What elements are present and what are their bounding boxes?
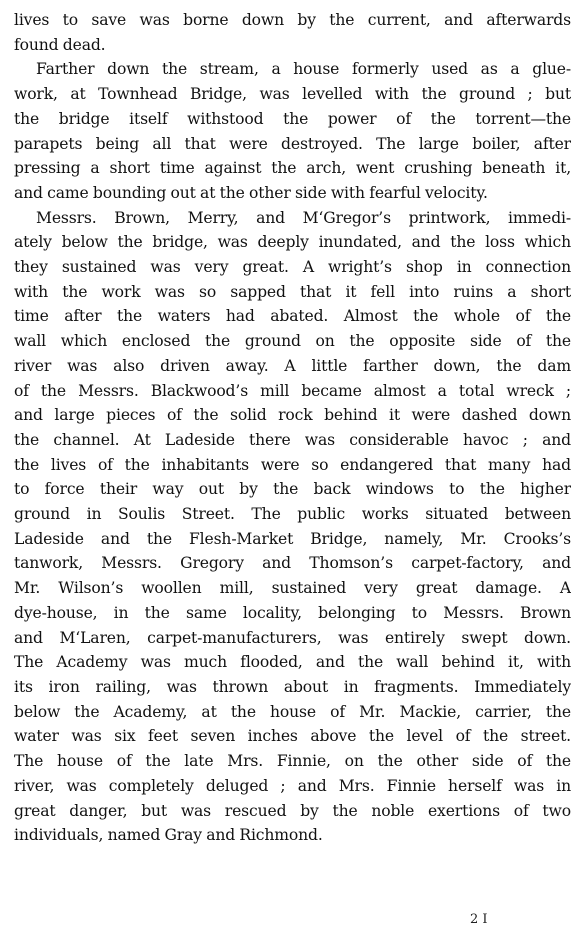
text-line: the bridge itself withstood the power of the torrent—the — [14, 109, 571, 128]
text-line: and large pieces of the solid rock behind it were dashed down — [14, 406, 571, 425]
text-line: time after the waters had abated. Almost the whole of the — [14, 307, 571, 326]
text-line: wall which enclosed the ground on the opposite side of the — [14, 332, 571, 351]
text-line: they sustained was very great. A wright’s shop in connection — [14, 258, 571, 277]
text-line: and came bounding out at the other side with fearful velocity. — [14, 183, 488, 202]
text-line: parapets being all that were destroyed. The large boiler, after — [14, 134, 571, 153]
text-line: of the Messrs. Blackwood’s mill became almost a total wreck ; — [14, 381, 571, 400]
text-line: tanwork, Messrs. Gregory and Thomson’s carpet-factory, and — [14, 554, 571, 573]
text-line: its iron railing, was thrown about in fragments. Immediately — [14, 677, 571, 696]
text-line: pressing a short time against the arch, went crushing beneath it, — [14, 159, 571, 178]
text-line: work, at Townhead Bridge, was levelled with the ground ; but — [14, 85, 571, 104]
text-line: found dead. — [14, 35, 106, 54]
text-line: Farther down the stream, a house formerly used as a glue- — [36, 60, 571, 79]
text-line: the channel. At Ladeside there was considerable havoc ; and — [14, 430, 571, 449]
text-line: the lives of the inhabitants were so endangered that many had — [14, 455, 571, 474]
text-line: Messrs. Brown, Merry, and M‘Gregor’s printwork, immedi- — [36, 208, 571, 227]
text-line: dye-house, in the same locality, belonging to Messrs. Brown — [14, 603, 571, 622]
text-line: and M‘Laren, carpet-manufacturers, was entirely swept down. — [14, 628, 571, 647]
text-line: with the work was so sapped that it fell into ruins a short — [14, 282, 571, 301]
paragraph-p0 — [14, 8, 571, 57]
text-line: to force their way out by the back windows to the higher — [14, 480, 571, 499]
text-line: river, was completely deluged ; and Mrs. Finnie herself was in — [14, 776, 571, 795]
page-catchword: 2 I — [470, 912, 488, 927]
text-line: ground in Soulis Street. The public works situated between — [14, 505, 571, 524]
text-line: water was six feet seven inches above the level of the street. — [14, 727, 571, 746]
text-line: below the Academy, at the house of Mr. Mackie, carrier, the — [14, 702, 571, 721]
paragraph-p2 — [14, 206, 571, 848]
text-line: The Academy was much flooded, and the wall behind it, with — [14, 653, 571, 672]
text-line: river was also driven away. A little farther down, the dam — [14, 356, 571, 375]
text-line: lives to save was borne down by the current, and afterwards — [14, 11, 571, 29]
text-line: great danger, but was rescued by the noble exertions of two — [14, 801, 571, 820]
text-line: The house of the late Mrs. Finnie, on the other side of the — [14, 752, 571, 771]
text-line: Ladeside and the Flesh-Market Bridge, namely, Mr. Crooks’s — [14, 529, 571, 548]
paragraph-p1 — [14, 57, 571, 205]
text-line: ately below the bridge, was deeply inundated, and the loss which — [14, 233, 571, 252]
text-line: Mr. Wilson’s woollen mill, sustained very great damage. A — [14, 579, 571, 598]
body-text — [14, 8, 571, 848]
text-line: individuals, named Gray and Richmond. — [14, 826, 323, 845]
